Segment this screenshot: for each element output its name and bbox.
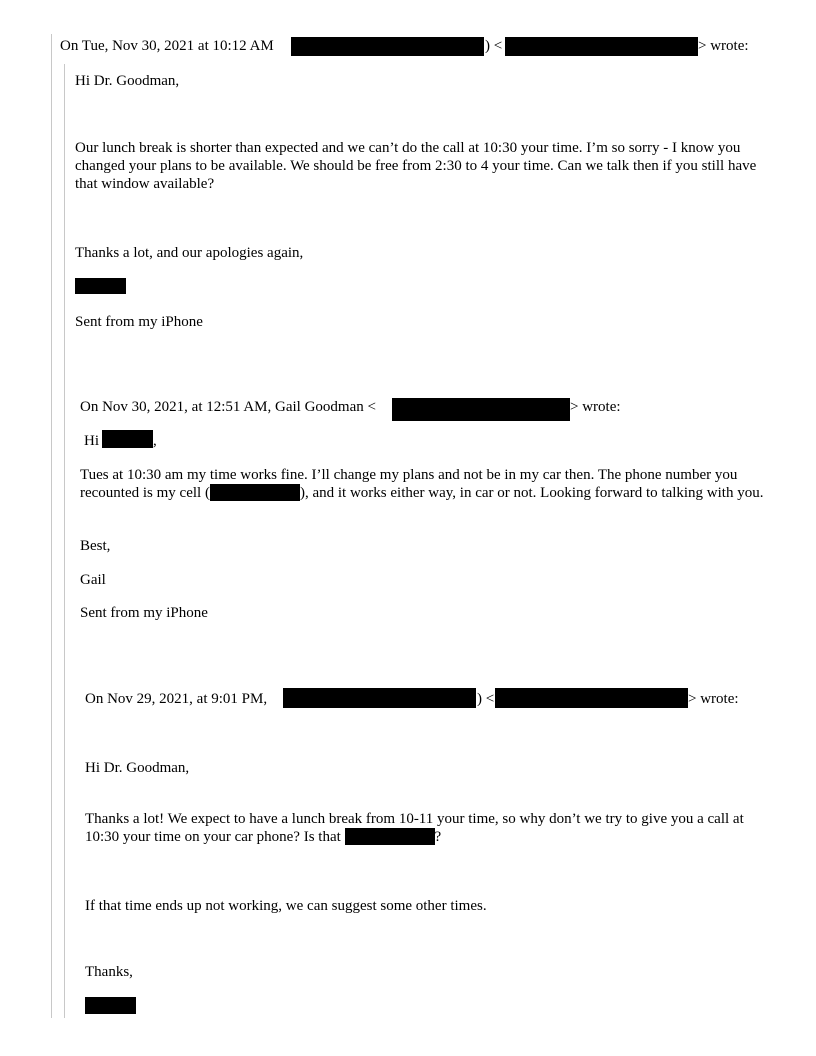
msg2-greeting-suffix: ,: [153, 433, 157, 449]
msg1-body: Our lunch break is shorter than expected and we can’t do the call at 10:30 your time. I’m so sorry - I know you changed your plans to be available. We should be free from 2:30 to 4 your time. Can we talk then if you still have that window available?: [75, 140, 757, 192]
msg3-alt-times: If that time ends up not working, we can suggest some other times.: [85, 898, 487, 914]
msg2-body-part1: Tues at 10:30 am my time works fine. I’ll change my plans and not be in my car then. The phone number you recounted is my cell (: [80, 467, 738, 501]
redacted-phone-number: [210, 484, 300, 501]
reply-header-1-suffix: > wrote:: [698, 38, 749, 54]
msg3-closing: Thanks,: [85, 964, 133, 980]
reply-header-2-prefix: On Nov 30, 2021, at 12:51 AM, Gail Goodman <: [80, 399, 376, 415]
msg2-sent-from: Sent from my iPhone: [80, 605, 208, 621]
msg3-body-part1: Thanks a lot! We expect to have a lunch break from 10-11 your time, so why don’t we try to give you a call at 10:30 your time on your car phone? Is that: [85, 811, 744, 845]
redacted-car-phone: [345, 828, 435, 845]
msg3-greeting: Hi Dr. Goodman,: [85, 760, 190, 776]
msg2-greeting-prefix: Hi: [84, 433, 99, 449]
msg3-body-part2: ?: [434, 829, 442, 845]
redacted-sender-email-3: [495, 688, 688, 708]
msg2-name: Gail: [80, 572, 106, 588]
reply-header-2-suffix: > wrote:: [570, 399, 621, 415]
msg2-body: [80, 466, 770, 502]
redacted-recipient-name: [102, 430, 153, 448]
msg2-body-part2: ), and it works either way, in car or not. Looking forward to talking with you.: [299, 485, 764, 501]
redacted-sender-name-3: [283, 688, 476, 708]
msg3-body: [85, 810, 765, 846]
reply-header-3-prefix: On Nov 29, 2021, at 9:01 PM,: [85, 691, 268, 707]
redacted-sender-name-1: [291, 37, 484, 56]
reply-header-1: [60, 37, 274, 55]
msg1-sent-from: Sent from my iPhone: [75, 314, 203, 330]
reply-header-3-suffix: > wrote:: [688, 691, 739, 707]
redacted-sender-email-1: [505, 37, 698, 56]
msg2-best: Best,: [80, 538, 111, 554]
quote-bar-outer: [51, 34, 52, 1018]
redacted-signature-3: [85, 997, 136, 1014]
msg1-closing: Thanks a lot, and our apologies again,: [75, 245, 304, 261]
reply-header-3-mid: ) <: [477, 691, 495, 707]
redacted-sender-email-2: [392, 398, 570, 421]
reply-header-1-mid: ) <: [485, 38, 503, 54]
redacted-signature-1: [75, 278, 126, 294]
quote-bar-inner: [64, 64, 65, 1018]
msg1-greeting: Hi Dr. Goodman,: [75, 73, 180, 89]
reply-header-1-prefix: On Tue, Nov 30, 2021 at 10:12 AM: [60, 38, 274, 54]
